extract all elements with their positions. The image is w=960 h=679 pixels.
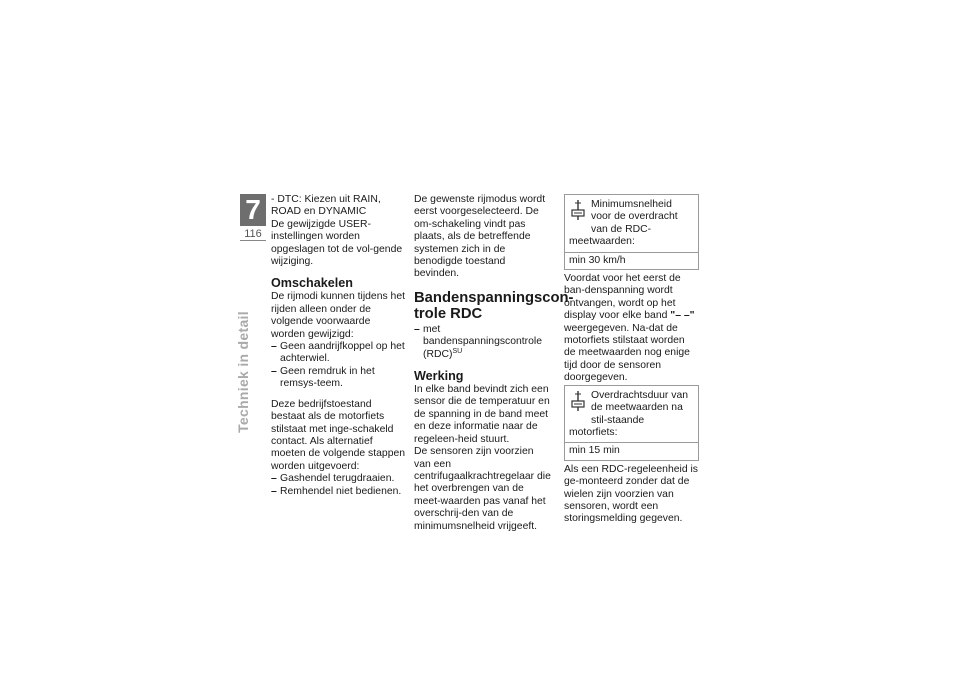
list-item: – Geen remdruk in het remsys-teem. xyxy=(271,366,407,391)
mode-intro-text: De gewenste rijmodus wordt eerst voorgeselecteerd. De om-schakeling vindt pas plaats, als de betreffende systemen zich in de benodigde toestand bevinden. xyxy=(414,194,546,280)
spec-box-min-speed xyxy=(564,194,699,270)
page-number: 116 xyxy=(244,228,262,240)
option-item xyxy=(414,324,552,361)
werking-text-2: De sensoren zijn voorzien van een centrifugaalkrachtregelaar die het overbrengen van de meet-waarden pas vanaf het overschrij-den van de minimumsnelheid vrijgeeft. xyxy=(414,446,551,532)
heading-omschakelen: Omschakelen xyxy=(271,276,353,291)
list-item: – Geen aandrijfkoppel op het achterwiel. xyxy=(271,341,407,366)
option-label: met bandenspanningscontrole (RDC) xyxy=(423,323,543,360)
list-item: – Gashendel terugdraaien. xyxy=(271,473,407,485)
page-number-rule xyxy=(240,240,266,241)
stopped-text: Deze bedrijfstoestand bestaat als de motorfiets stilstaat met inge-schakeld contact. Als alternatief moeten de volgende stappen worden uitgevoerd: xyxy=(271,398,406,472)
column-2 xyxy=(414,194,574,533)
switch-text: De rijmodi kunnen tijdens het rijden alleen onder de volgende voorwaarde worden gewijzigd: xyxy=(271,291,405,340)
option-superscript: SU xyxy=(452,347,463,355)
column-3 xyxy=(564,194,699,526)
intro-text: De gewijzigde USER-instellingen worden opgeslagen tot de vol-gende wijziging. xyxy=(271,218,403,268)
list-item: – Remhendel niet bedienen. xyxy=(271,486,407,498)
spec-box-duration xyxy=(564,385,699,461)
error-text: Als een RDC-regeleenheid is ge-monteerd zonder dat de wielen zijn voorzien van sensoren, wordt een storingsmelding gegeven. xyxy=(564,463,698,525)
spec-value: min 15 min xyxy=(565,442,698,459)
column-1 xyxy=(271,194,407,498)
display-text-post: weergegeven. Na-dat de motorfiets stilstaat worden de meetwaarden nog enige tijd door de sensoren doorgegeven. xyxy=(564,322,690,384)
werking-text-1: In elke band bevindt zich een sensor die de temperatuur en de spanning in de band meet en deze informatie naar de regeleen-heid stuurt. xyxy=(414,384,550,445)
display-code: "– –" xyxy=(670,310,695,322)
wrench-spec-icon xyxy=(569,199,591,225)
chapter-title: Techniek in detail xyxy=(235,311,251,433)
wrench-spec-icon xyxy=(569,390,591,416)
spec-value: min 30 km/h xyxy=(565,252,698,269)
display-text xyxy=(564,273,699,385)
heading-werking: Werking xyxy=(414,369,464,384)
spec-label: Overdrachtsduur van de meetwaarden na stil-staande motorfiets: xyxy=(569,389,689,438)
spec-label: Minimumsnelheid voor de overdracht van de RDC-meetwaarden: xyxy=(569,199,678,248)
heading-rdc: Bandenspanningscon-trole RDC xyxy=(414,289,574,322)
chapter-number: 7 xyxy=(240,194,266,226)
intro-bullet: - DTC: Kiezen uit RAIN, ROAD en DYNAMIC xyxy=(271,194,381,218)
display-text-pre: Voordat voor het eerst de ban-denspanning wordt ontvangen, wordt op het display voor elke band xyxy=(564,273,681,322)
